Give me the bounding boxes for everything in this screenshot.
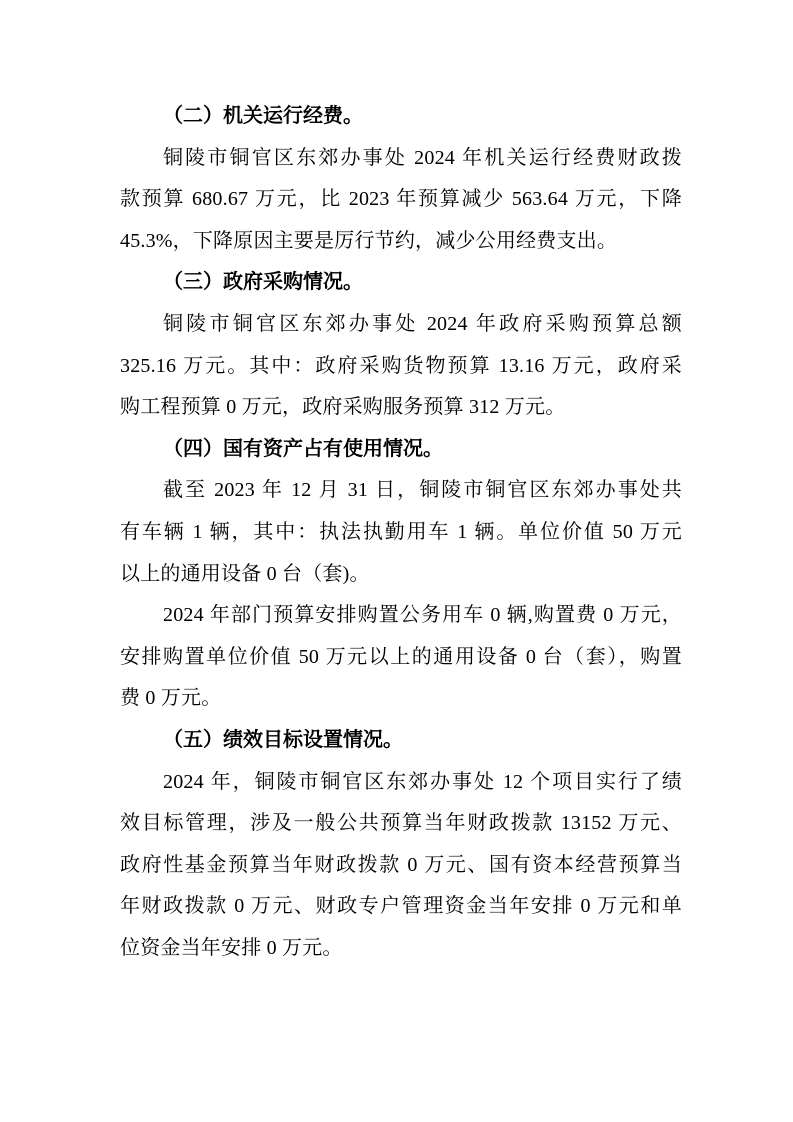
text-line: 2024 年，铜陵市铜官区东郊办事处 12 个项目实行了绩	[163, 770, 682, 793]
text-line: 铜陵市铜官区东郊办事处 2024 年政府采购预算总额	[163, 312, 682, 335]
text-line: 以上的通用设备 0 台（套)。	[120, 562, 370, 585]
section-state-assets	[120, 429, 682, 720]
text-line: 购工程预算 0 万元，政府采购服务预算 312 万元。	[120, 396, 566, 419]
document-body	[120, 96, 682, 969]
paragraph	[120, 138, 682, 263]
paragraph	[120, 304, 682, 429]
section-heading: （四）国有资产占有使用情况。	[163, 437, 443, 460]
text-line: 325.16 万元。其中：政府采购货物预算 13.16 万元，政府采	[120, 354, 682, 377]
text-line: 安排购置单位价值 50 万元以上的通用设备 0 台（套），购置	[120, 645, 682, 668]
text-line: 效目标管理，涉及一般公共预算当年财政拨款 13152 万元、	[120, 812, 682, 835]
paragraph	[120, 595, 682, 720]
section-performance-targets	[120, 720, 682, 970]
text-line: 政府性基金预算当年财政拨款 0 万元、国有资本经营预算当	[120, 853, 682, 876]
paragraph	[120, 470, 682, 595]
text-line: 款预算 680.67 万元，比 2023 年预算减少 563.64 万元，下降	[120, 188, 682, 211]
section-operating-expenses	[120, 96, 682, 262]
text-line: 截至 2023 年 12 月 31 日，铜陵市铜官区东郊办事处共	[163, 479, 682, 502]
section-heading: （三）政府采购情况。	[163, 271, 363, 294]
text-line: 45.3%，下降原因主要是厉行节约，减少公用经费支出。	[120, 229, 618, 252]
text-line: 2024 年部门预算安排购置公务用车 0 辆,购置费 0 万元，	[163, 604, 682, 627]
paragraph	[120, 762, 682, 970]
section-heading: （二）机关运行经费。	[163, 105, 363, 127]
text-line: 位资金当年安排 0 万元。	[120, 936, 343, 959]
text-line: 年财政拨款 0 万元、财政专户管理资金当年安排 0 万元和单	[120, 895, 682, 918]
section-heading: （五）绩效目标设置情况。	[163, 728, 403, 751]
text-line: 有车辆 1 辆，其中：执法执勤用车 1 辆。单位价值 50 万元	[120, 520, 682, 543]
text-line: 铜陵市铜官区东郊办事处 2024 年机关运行经费财政拨	[163, 146, 682, 169]
text-line: 费 0 万元。	[120, 687, 222, 710]
section-government-procurement	[120, 262, 682, 428]
